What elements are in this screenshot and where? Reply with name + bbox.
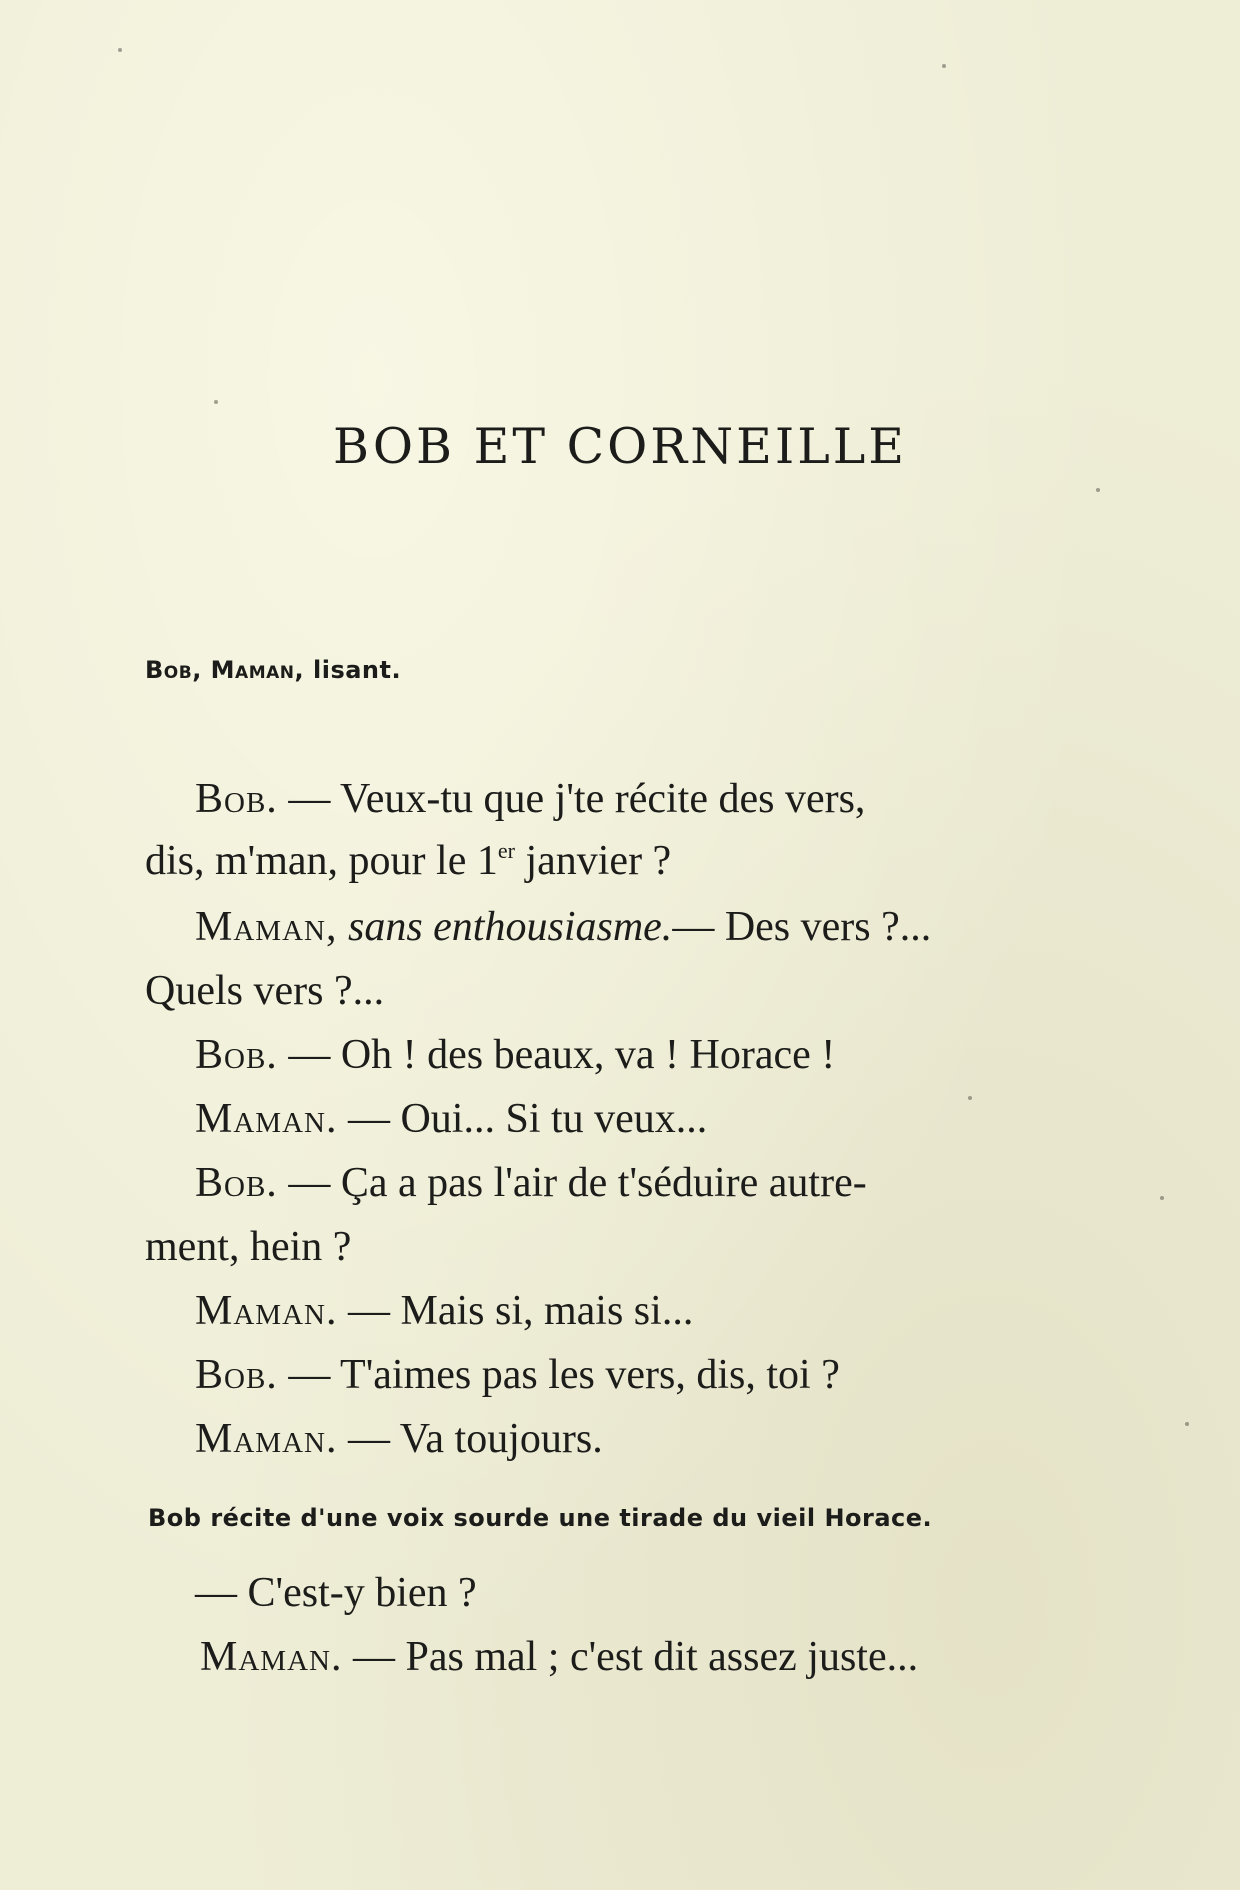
speaker-name: Maman. [195,1096,338,1142]
dialogue-text: — Mais si, mais si... [347,1288,694,1334]
dialogue-text: ment, hein ? [145,1224,352,1270]
dialogue-text: Quels vers ?... [145,968,385,1014]
dialogue-text-end: janvier ? [514,838,672,884]
stage-direction-action: lisant. [313,656,402,684]
stage-direction-names: Bob, Maman, [145,656,305,684]
speaker-name: Maman. [195,1416,338,1462]
dialogue-line-8 [145,1226,351,1268]
speaker-name: Bob. [195,1352,278,1398]
dialogue-line-4 [145,970,384,1012]
dialogue-line-12 [195,1572,477,1614]
speaker-name: Bob. [195,1160,278,1206]
speaker-name: Bob. [195,776,278,822]
dialogue-text: — T'aimes pas les vers, dis, toi ? [288,1352,840,1398]
dialogue-text: — C'est-y bien ? [195,1570,477,1616]
dialogue-line-7 [195,1162,867,1204]
paper-speck [1160,1196,1164,1200]
chapter-title-text: BOB ET CORNEILLE [332,418,908,475]
stage-direction-opening [145,656,401,684]
dialogue-text: — Oui... Si tu veux... [347,1096,708,1142]
dialogue-text: — Des vers ?... [672,904,932,950]
dialogue-text: — Ça a pas l'air de t'séduire autre- [288,1160,867,1206]
dialogue-text: — Veux-tu que j'te récite des vers, [288,776,866,822]
chapter-title [0,418,1240,475]
dialogue-text-start: dis, m'man, pour le 1 [145,838,498,884]
dialogue-line-1 [195,778,865,820]
dialogue-line-11 [195,1418,603,1460]
speaker-name: Bob. [195,1032,278,1078]
ordinal-superscript: er [497,838,515,863]
stage-direction-recital-text: Bob récite d'une voix sourde une tirade du vieil Horace. [148,1504,933,1532]
dialogue-line-13 [200,1636,918,1678]
dialogue-line-9 [195,1290,693,1332]
speaker-name: Maman. [200,1634,343,1680]
dialogue-line-3 [195,906,931,948]
dialogue-line-6 [195,1098,707,1140]
dialogue-text: — Va toujours. [347,1416,603,1462]
paper-speck [1185,1422,1189,1426]
speaker-aside: sans enthousiasme. [347,904,673,950]
dialogue-line-5 [195,1034,835,1076]
dialogue-text: — Pas mal ; c'est dit assez juste... [352,1634,919,1680]
paper-speck [214,400,218,404]
paper-speck [1096,488,1100,492]
paper-speck [942,64,946,68]
dialogue-line-10 [195,1354,840,1396]
speaker-name: Maman, [195,904,338,950]
paper-speck [118,48,122,52]
speaker-name: Maman. [195,1288,338,1334]
dialogue-text: — Oh ! des beaux, va ! Horace ! [288,1032,836,1078]
stage-direction-recital [148,1504,932,1532]
dialogue-line-2 [145,840,671,882]
paper-speck [968,1096,972,1100]
